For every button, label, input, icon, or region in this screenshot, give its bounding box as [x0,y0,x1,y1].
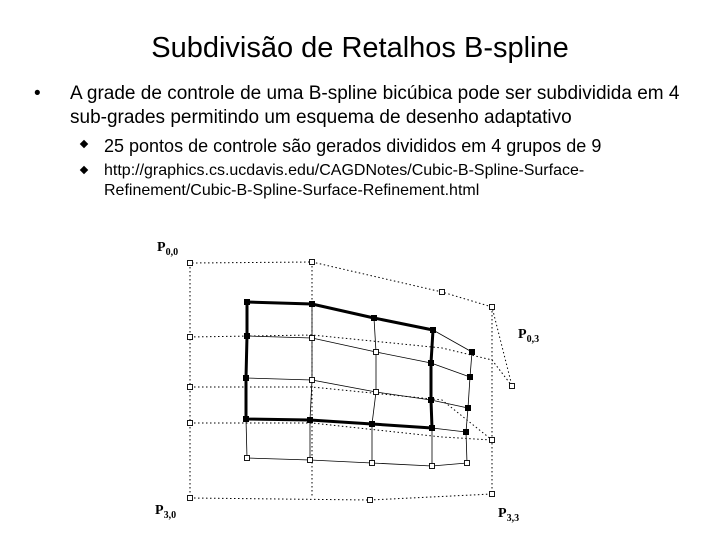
sub-bullet-1-text: 25 pontos de controle são gerados divididos em 4 grupos de 9 [104,136,602,156]
sub-bullet-2 [34,161,694,201]
bullet-main [34,82,694,130]
highlighted-subgrid [246,302,433,428]
diamond-bullet-icon [80,140,88,148]
hollow-control-points [188,260,515,503]
label-p03: $P_{0,3}$ [518,327,540,345]
label-p33: $P_{3,3}$ [498,506,520,524]
sub-bullet-1 [34,134,694,158]
refined-control-grid [246,302,472,466]
label-p30: $P_{3,0}$ [155,503,177,521]
slide-title: Subdivisão de Retalhos B-spline [151,32,569,64]
label-p00: $P_{0,0}$ [157,240,179,258]
bullet-main-text: A grade de controle de uma B-spline bicúbica pode ser subdividida em 4 sub-grades permitindo um esquema de desenho adaptativo [70,83,680,128]
outer-control-grid [190,262,512,500]
diamond-bullet-icon [80,166,88,174]
bullet-dot-icon: • [34,83,41,104]
bspline-subdivision-figure [150,232,570,532]
highlighted-control-points [243,299,475,435]
sub-bullet-2-link-text[interactable]: http://graphics.cs.ucdavis.edu/CAGDNotes/Cubic-B-Spline-Surface-Refinement/Cubic-B-Spline-Surface-Refinement.html [104,162,585,199]
bullet-list [34,82,694,201]
